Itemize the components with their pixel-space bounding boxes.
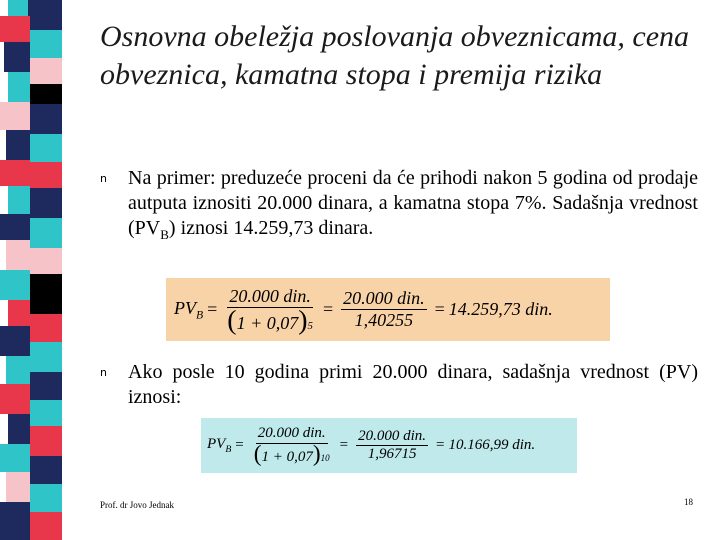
footer-author: Prof. dr Jovo Jednak (100, 500, 174, 510)
formula-10-years: $PV_B$ = 20.000 din. ( 1 + 0,07 ) 10 = $\frac{\text{20.000 din.}}{1,96715}$ = 10.166,99 din. (201, 418, 577, 473)
decorative-strip (0, 0, 62, 540)
bullet-2 (100, 360, 698, 410)
bullet-1 (100, 166, 698, 247)
formula-2-result: 10.166,99 din. (448, 437, 536, 453)
formula-1-result: 14.259,73 din. (448, 299, 553, 319)
page-number: 18 (684, 497, 693, 507)
bullet-marker: n (100, 172, 107, 185)
bullet-2-text: Ako posle 10 godina primi 20.000 dinara, sadašnja vrednost (PV) iznosi: (128, 361, 698, 408)
formula-5-years: $PV_B$ = 20.000 din. ( 1 + 0,07 ) 5 = $\frac{\text{20.000 din.}}{1,40255}$ = 14.259,73 din. (166, 278, 610, 341)
bullet-marker: n (100, 366, 107, 379)
bullet-1-text: Na primer: preduzeće proceni da će prihodi nakon 5 godina od prodaje autputa iznositi 20.000 dinara, a kamatna stopa 7%. Sadašnja vrednost $(PV_B)$ iznosi 14.259,73 dinara. (128, 167, 698, 242)
slide-title: Osnovna obeležja poslovanja obveznicama, cena obveznica, kamatna stopa i premija rizika (100, 20, 690, 91)
